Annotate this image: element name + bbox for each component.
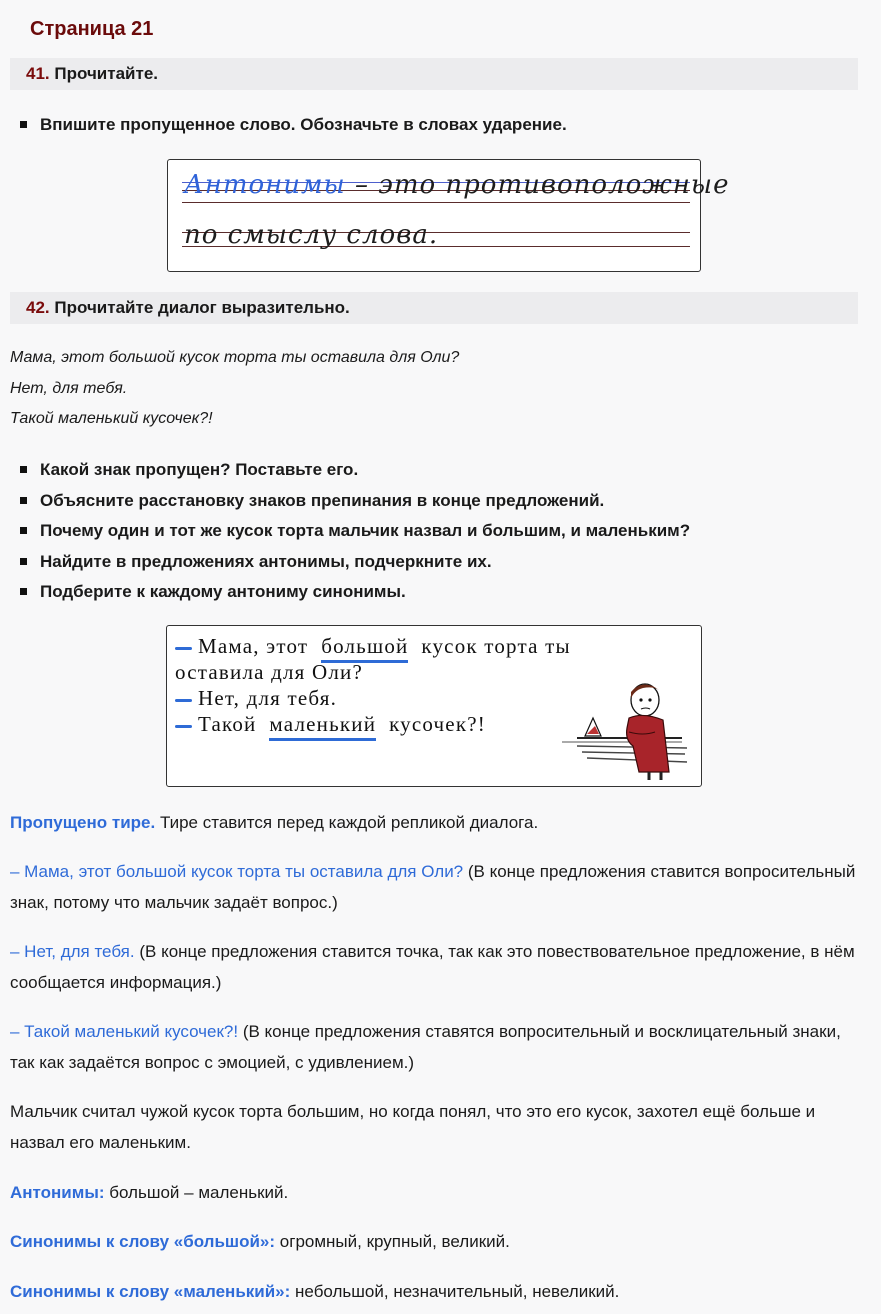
answer-text: (В конце предложения ставится вопросительный знак, потому что мальчик задаёт вопрос.) — [10, 862, 856, 912]
answer-label: Синонимы к слову «большой»: — [10, 1232, 276, 1251]
handwritten-line-1 — [184, 170, 729, 200]
dialog-line: Такой маленький кусочек?! — [10, 410, 213, 427]
underlined-antonym: маленький — [269, 712, 376, 741]
dialog-text — [10, 346, 459, 438]
page-title: Страница 21 — [30, 18, 154, 40]
task-42-header — [10, 292, 858, 324]
question-item: Подберите к каждому антониму синонимы. — [20, 579, 690, 610]
book-line-1 — [175, 634, 571, 659]
answer-label: Синонимы к слову «маленький»: — [10, 1282, 291, 1301]
answer-synonyms-big — [10, 1226, 860, 1257]
answer-text: Тире ставится перед каждой репликой диалога. — [155, 813, 539, 832]
answer-missing-sign — [10, 807, 860, 838]
answer-quote: – Нет, для тебя. — [10, 942, 135, 961]
question-item: Найдите в предложениях антонимы, подчеркните их. — [20, 549, 690, 580]
answer-antonyms — [10, 1177, 860, 1208]
handwriting-card — [167, 159, 730, 272]
boy-with-cake-illustration — [557, 676, 692, 781]
answer-explanation: Мальчик считал чужой кусок торта большим, но когда понял, что это его кусок, захотел ещё больше и назвал его маленьким. — [10, 1102, 816, 1152]
answer-text: огромный, крупный, великий. — [275, 1232, 510, 1251]
dash-mark — [175, 725, 192, 728]
answer-sentence-3 — [10, 1016, 860, 1078]
answer-quote: – Такой маленький кусочек?! — [10, 1022, 239, 1041]
book-text-fragment: кусочек?! — [389, 712, 486, 736]
task-41-header — [10, 58, 858, 90]
answer-label: Пропущено тире. — [10, 813, 156, 832]
answer-sentence-2 — [10, 936, 860, 998]
answer-sentence-1 — [10, 856, 860, 918]
answer-quote: – Мама, этот большой кусок торта ты оставила для Оли? — [10, 862, 464, 881]
task-title: Прочитайте. — [54, 64, 158, 83]
book-text-fragment: Мама, этот — [198, 634, 309, 658]
task-title: Прочитайте диалог выразительно. — [54, 298, 350, 317]
underlined-antonym: большой — [321, 634, 408, 663]
answer-label: Антонимы: — [10, 1183, 105, 1202]
task-42-questions — [20, 457, 690, 610]
task-number: 41. — [26, 64, 50, 83]
answer-text: небольшой, незначительный, невеликий. — [290, 1282, 620, 1301]
book-text-fragment: Такой — [198, 712, 257, 736]
book-excerpt-card — [166, 625, 702, 787]
handwritten-word: Антонимы — [184, 170, 346, 200]
task-41-instructions — [20, 112, 567, 143]
task-number: 42. — [26, 298, 50, 317]
dash-mark — [175, 647, 192, 650]
answer-text: большой – маленький. — [104, 1183, 289, 1202]
answer-text: (В конце предложения ставится точка, так как это повествовательное предложение, в нём сообщается информация.) — [10, 942, 855, 992]
instruction-item: Впишите пропущенное слово. Обозначьте в словах ударение. — [20, 112, 567, 143]
book-line-4 — [175, 712, 486, 737]
book-line-2: оставила для Оли? — [175, 660, 363, 684]
ruled-line — [182, 202, 690, 203]
dialog-line: Нет, для тебя. — [10, 379, 128, 397]
answer-synonyms-small — [10, 1276, 860, 1307]
dash-mark — [175, 699, 192, 702]
handwritten-line-2: по смыслу слова. — [184, 220, 439, 250]
book-text-fragment: Нет, для тебя. — [198, 686, 338, 710]
dialog-line: Мама, этот большой кусок торта ты оставила для Оли? — [10, 349, 460, 366]
book-text-fragment: кусок торта ты — [421, 634, 571, 658]
handwritten-rest: – это противоположные — [345, 170, 730, 200]
question-item: Какой знак пропущен? Поставьте его. — [20, 457, 690, 488]
book-line-3 — [175, 686, 337, 711]
answer-text: (В конце предложения ставятся вопросительный и восклицательный знаки, так как задаётся вопрос с эмоцией, с удивлением.) — [10, 1022, 841, 1072]
question-item: Объясните расстановку знаков препинания в конце предложений. — [20, 488, 690, 519]
question-item: Почему один и тот же кусок торта мальчик назвал и большим, и маленьким? — [20, 518, 690, 549]
